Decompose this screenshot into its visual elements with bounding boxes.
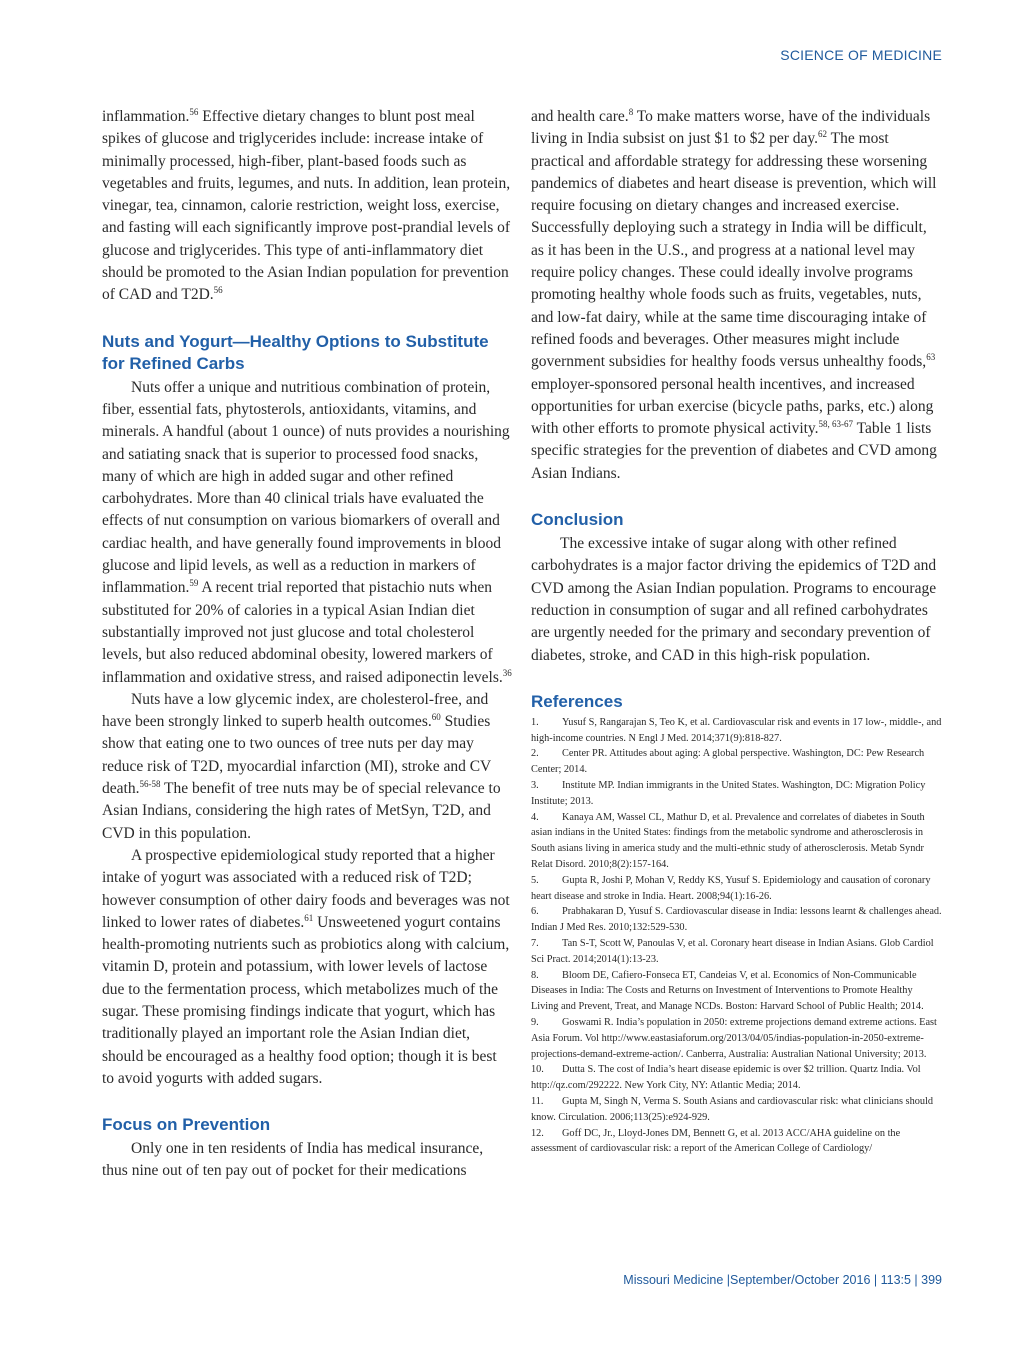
reference-number: 7. [531, 937, 539, 949]
prevention-paragraph: Only one in ten residents of India has medical insurance, thus nine out of ten pay out of pocket for their medications [102, 1140, 484, 1180]
nuts-paragraph-2: Nuts have a low glycemic index, are cholesterol-free, and have been strongly linked to superb health outcomes.$^{60}$ Studies show that eating one to two ounces of tree nuts per day may reduce risk of T2D, myocardial infarction (MI), stroke and CV death.$^{56-58}$ The benefit of tree nuts may be of special relevance to Asian Indians, considering the high rates of MetSyn, T2D, and CVD in this population. [102, 690, 501, 842]
reference-item [531, 778, 942, 810]
reference-text: Institute MP. Indian immigrants in the United States. Washington, DC: Migration Policy Institute; 2013. [531, 780, 926, 807]
left-column [102, 106, 512, 1183]
reference-number: 9. [531, 1016, 539, 1028]
reference-text: Kanaya AM, Wassel CL, Mathur D, et al. Prevalence and correlates of diabetes in South asian indians in the United States: findings from the metabolic syndrome and atherosclerosis in South asians living in america study and the multi-ethnic study of atherosclerosis. Metab Syndr Relat Disord. 2010;8(2):157-164. [531, 811, 925, 870]
reference-number: 11. [531, 1095, 544, 1107]
reference-item [531, 715, 942, 747]
reference-item [531, 936, 942, 968]
page-footer: Missouri Medicine |September/October 2016 | 113:5 | 399 [623, 1273, 942, 1287]
conclusion-paragraph: The excessive intake of sugar along with other refined carbohydrates is a major factor driving the epidemics of T2D and CVD among the Asian Indian population. Programs to encourage reduction in consumption of sugar and all refined carbohydrates are urgently needed for the primary and secondary prevention of diabetes, stroke, and CAD in this high-risk population. [531, 535, 937, 664]
reference-text: Goff DC, Jr., Lloyd-Jones DM, Bennett G, et al. 2013 ACC/AHA guideline on the assessment of cardiovascular risk: a report of the American College of Cardiology/ [531, 1127, 901, 1155]
reference-number: 10. [531, 1064, 544, 1076]
reference-text: Prabhakaran D, Yusuf S. Cardiovascular disease in India: lessons learnt & challenges ahead. Indian J Med Res. 2010;132:529-530. [531, 906, 942, 934]
reference-text: Gupta R, Joshi P, Mohan V, Reddy KS, Yusuf S. Epidemiology and causation of coronary heart disease and stroke in India. Heart. 2008;94(1):16-26. [531, 874, 931, 902]
reference-number: 5. [531, 874, 539, 886]
reference-number: 4. [531, 811, 539, 823]
reference-text: Tan S-T, Scott W, Panoulas V, et al. Coronary heart disease in Indian Asians. Glob Cardiol Sci Pract. 2014;2014(1):13-23. [531, 937, 934, 965]
reference-item [531, 1062, 942, 1094]
heading-nuts-yogurt: Nuts and Yogurt—Healthy Options to Substitute for Refined Carbs [102, 331, 489, 373]
reference-number: 2. [531, 748, 539, 760]
yogurt-paragraph: A prospective epidemiological study reported that a higher intake of yogurt was associated with a reduced risk of T2D; however consumption of other dairy foods and beverages was not linked to lower rates of diabetes.$^{61}$ Unsweetened yogurt contains health-promoting nutrients such as probiotics along with calcium, vitamin D, protein and potassium, with lower levels of lactose due to the fermentation process, which metabolizes much of the sugar. These promising findings indicate that yogurt, which has traditionally played an important role the Asian Indian diet, should be encouraged as a healthy food option; though it is best to avoid yogurts with added sugars. [102, 846, 510, 1087]
reference-item [531, 810, 942, 873]
reference-item [531, 873, 942, 905]
reference-item [531, 1126, 942, 1158]
reference-number: 6. [531, 906, 539, 918]
reference-number: 12. [531, 1127, 544, 1139]
reference-item [531, 968, 942, 1015]
heading-focus-prevention: Focus on Prevention [102, 1115, 271, 1135]
reference-item [531, 1094, 942, 1126]
reference-number: 1. [531, 716, 539, 728]
reference-number: 8. [531, 969, 539, 981]
reference-text: Dutta S. The cost of India’s heart disease epidemic is over $2 trillion. Quartz India. Vol http://qz.com/292222. New York City, NY: Atlantic Media; 2014. [531, 1064, 921, 1092]
intro-paragraph: inflammation.$^{56}$ Effective dietary changes to blunt post meal spikes of glucose and triglycerides include: increase intake of minimally processed, high-fiber, plant-based foods such as vegetables and fruits, legumes, and nuts. In addition, lean protein, vinegar, tea, cinnamon, calorie restriction, weight loss, exercise, and fasting will each significantly improve post-prandial levels of glucose and triglycerides. This type of anti-inflammatory diet should be promoted to the Asian Indian population for prevention of CAD and T2D.$^{56}$ [102, 107, 511, 304]
reference-text: Bloom DE, Cafiero-Fonseca ET, Candeias V, et al. Economics of Non-Communicable Diseases in India: The Costs and Returns on Investment of Interventions to Promote Healthy Living and Prevent, Treat, and Manage NCDs. Boston: Harvard School of Public Health; 2014. [531, 969, 924, 1013]
reference-text: Center PR. Attitudes about aging: A global perspective. Washington, DC: Pew Research Center; 2014. [531, 748, 925, 776]
reference-list [531, 715, 942, 1157]
prevention-continued-paragraph: and health care.$^8$ To make matters worse, have of the individuals living in India subsist on just $1 to $2 per day.$^{62}$ The most practical and affordable strategy for addressing these worsening pandemics of diabetes and heart disease is prevention, which will require focusing on dietary changes and increased exercise. Successfully deploying such a strategy in India will be difficult, as it has been in the U.S., and progress at a national level may require policy changes. These could ideally involve programs promoting healthy whole foods such as fruits, vegetables, nuts, and low-fat dairy, while at the same time discouraging intake of refined foods and beverages. Other measures might include government subsidies for healthy foods versus unhealthy foods,$^{63}$ employer-sponsored personal health incentives, and increased opportunities for urban exercise (bicycle paths, parks, etc.) along with other efforts to promote physical activity.$^{58, 63-67}$ Table 1 lists specific strategies for the prevention of diabetes and CVD among Asian Indians. [531, 107, 937, 482]
reference-text: Gupta M, Singh N, Verma S. South Asians and cardiovascular risk: what clinicians should know. Circulation. 2006;113(25):e924-929. [531, 1095, 934, 1123]
reference-item [531, 1015, 942, 1062]
reference-text: Yusuf S, Rangarajan S, Teo K, et al. Cardiovascular risk and events in 17 low-, middle-, and high-income countries. N Engl J Med. 2014;371(9):818-827. [531, 716, 942, 744]
right-column [531, 106, 942, 1157]
reference-item [531, 904, 942, 936]
reference-text: Goswami R. India’s population in 2050: extreme projections demand extreme actions. East Asia Forum. Vol http://www.eastasiaforum.org/2013/04/05/indias-population-in-2050-extreme-projections-demand-extreme-action/. Canberra, Australia: Australian National University; 2013. [531, 1016, 937, 1060]
reference-item [531, 746, 942, 778]
heading-references: References [531, 691, 623, 711]
section-label: SCIENCE OF MEDICINE [780, 47, 942, 63]
nuts-paragraph-1: Nuts offer a unique and nutritious combination of protein, fiber, essential fats, phytosterols, antioxidants, vitamins, and minerals. A handful (about 1 ounce) of nuts provides a nourishing and satiating snack that is superior to processed food snacks, many of which are high in added sugar and other refined carbohydrates. More than 40 clinical trials have evaluated the effects of nut consumption on various biomarkers of overall and cardiac health, and have generally found improvements in blood glucose and lipid levels, as well as a reduction in markers of inflammation.$^{59}$ A recent trial reported that pistachio nuts when substituted for 20% of calories in a typical Asian Indian diet substantially improved not just glucose and total cholesterol levels, but also reduced abdominal obesity, lowered markers of inflammation and oxidative stress, and raised adiponectin levels.$^{36}$ [102, 378, 512, 686]
heading-conclusion: Conclusion [531, 510, 624, 530]
reference-number: 3. [531, 780, 539, 792]
